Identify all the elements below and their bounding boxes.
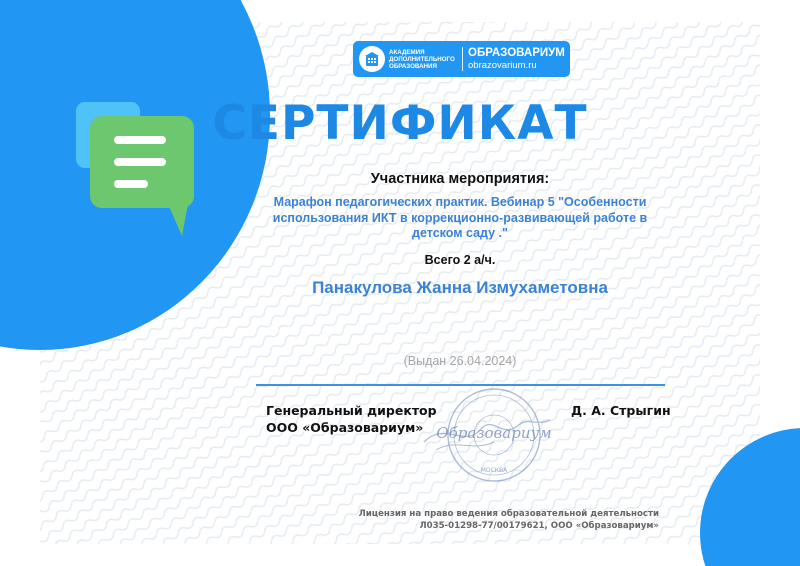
- stamp-city: МОСКВА: [480, 467, 508, 474]
- event-title: Марафон педагогических практик. Вебинар 5 "Особенности использования ИКТ в коррекционно-развивающей работе в детском саду .": [272, 195, 648, 240]
- logo-divider: [462, 47, 463, 71]
- issue-date: (Выдан 26.04.2024): [403, 354, 517, 368]
- official-stamp: [416, 380, 556, 490]
- director-position: [266, 403, 437, 436]
- signer-name: Д. А. Стрыгин: [571, 403, 671, 418]
- stamp-signature-text: Образовариум: [436, 424, 552, 442]
- academy-name-line2: ДОПОЛНИТЕЛЬНОГО: [389, 55, 455, 63]
- participant-label: Участника мероприятия:: [370, 171, 550, 187]
- brand-logo: [353, 41, 570, 77]
- director-position-line2: ООО «Образовариум»: [266, 419, 424, 435]
- license-line1: Лицензия на право ведения образовательной деятельности: [358, 509, 659, 519]
- brand-url: obrazovarium.ru: [468, 60, 537, 71]
- brand-name: ОБРАЗОВАРИУМ: [468, 47, 565, 59]
- academy-emblem-icon: [359, 46, 385, 72]
- director-position-line1: Генеральный директор: [266, 403, 437, 418]
- academy-name-line3: ОБРАЗОВАНИЯ: [389, 62, 437, 70]
- hours-total: Всего 2 а/ч.: [424, 253, 496, 267]
- brand-block: [468, 47, 565, 71]
- academy-name: [389, 49, 459, 70]
- certificate-title: СЕРТИФИКАТ: [212, 96, 588, 151]
- license-line2: Л035-01298-77/00179621, ООО «Образовариум»: [419, 520, 659, 531]
- academy-name-line1: АКАДЕМИЯ: [389, 48, 425, 56]
- license-info: [320, 509, 659, 532]
- recipient-name: Панакулова Жанна Измухаметовна: [312, 278, 608, 297]
